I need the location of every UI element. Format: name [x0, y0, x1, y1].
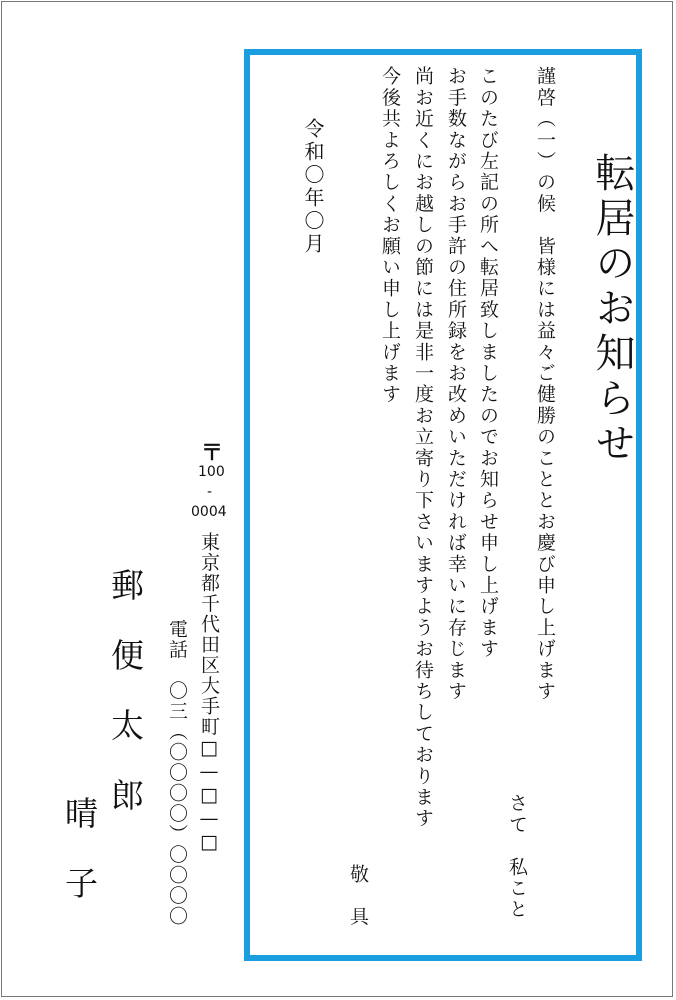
street-address: 東京都千代田区大手町□—□—□ [198, 532, 220, 855]
body-line-1: このたび左記の所へ転居致しましたのでお知らせ申し上げます [477, 66, 499, 660]
date: 令和〇年〇月 [301, 118, 325, 256]
card-title: 転居のお知らせ [589, 152, 635, 467]
body-line-3: 尚お近くにお越しの節には是非一度お立寄り下さいますようお待ちしております [412, 66, 434, 830]
postal-mark-icon: 〒 [201, 441, 224, 466]
postal-code-part-2: 0004 [191, 504, 227, 520]
postal-code-part-1: 100 [198, 464, 225, 480]
transition-line: さて 私こと [506, 793, 528, 921]
body-line-2: お手数ながらお手許の住所録をお改めいただければ幸いに存じます [445, 66, 467, 702]
body-line-4: 今後共よろしくお願い申し上げます [379, 66, 401, 406]
sender-name-main: 郵 便 太 郎 [106, 568, 145, 813]
sender-name-spouse: 晴 子 [60, 796, 99, 901]
closing-word: 敬 具 [347, 864, 369, 928]
postal-code-separator: - [207, 484, 213, 500]
greeting-line: 謹啓（一）の候 皆様には益々ご健勝のこととお慶び申し上げます [534, 66, 556, 702]
phone-number: 電話 〇三（〇〇〇〇）〇〇〇〇 [166, 619, 188, 927]
